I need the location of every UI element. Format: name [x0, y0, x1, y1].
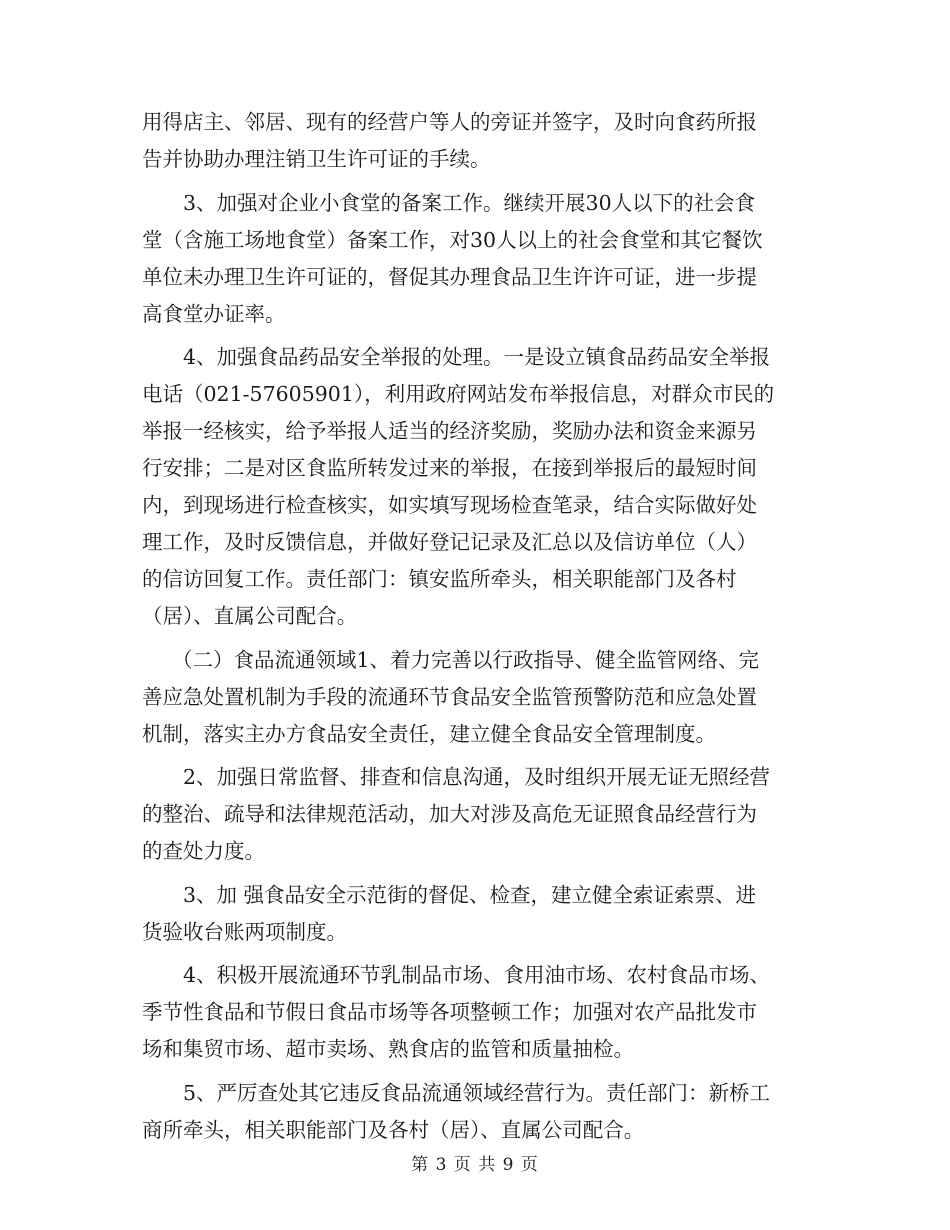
text-line: 2、加强日常监督、排查和信息沟通，及时组织开展无证无照经营	[183, 765, 771, 789]
text-line: 善应急处置机制为手段的流通环节食品安全监管预警防范和应急处置	[142, 684, 757, 709]
text-line: 3、加强对企业小食堂的备案工作。继续开展30人以下的社会食	[183, 190, 756, 215]
text-line: 理工作，及时反馈信息，并做好登记记录及汇总以及信访单位（人）	[142, 530, 757, 554]
text-line: 用得店主、邻居、现有的经营户等人的旁证并签字，及时向食药所报	[142, 110, 757, 134]
document-body	[142, 104, 822, 1149]
text-line: 4、加强食品药品安全举报的处理。一是设立镇食品药品安全举报	[183, 345, 771, 369]
text-line: （二）食品流通领域1、着力完善以行政指导、健全监管网络、完	[172, 647, 760, 672]
text-line: （居）、直属公司配合。	[142, 604, 358, 628]
text-line: 场和集贸市场、超市卖场、熟食店的监管和质量抽检。	[142, 1037, 634, 1061]
text-line: 季节性食品和节假日食品市场等各项整顿工作；加强对农产品批发市	[142, 1000, 757, 1024]
text-line: 货验收台账两项制度。	[142, 919, 347, 944]
text-line: 商所牵头，相关职能部门及各村（居）、直属公司配合。	[142, 1117, 645, 1142]
text-line: 行安排；二是对区食监所转发过来的举报，在接到举报后的最短时间	[142, 456, 757, 480]
text-line: 内，到现场进行检查核实，如实填写现场检查笔录，结合实际做好处	[142, 493, 757, 517]
text-line: 单位未办理卫生许可证的，督促其办理食品卫生许许可证，进一步提	[142, 264, 757, 289]
text-line: 的信访回复工作。责任部门：镇安监所牵头，相关职能部门及各村	[142, 567, 737, 591]
text-line: 的整治、疏导和法律规范活动，加大对涉及高危无证照食品经营行为	[142, 802, 757, 826]
text-line: 4、积极开展流通环节乳制品市场、食用油市场、农村食品市场、	[183, 963, 771, 987]
text-line: 3、加 强食品安全示范街的督促、检查，建立健全索证索票、进	[183, 882, 757, 907]
text-line: 举报一经核实，给予举报人适当的经济奖励，奖励办法和资金来源另	[142, 419, 757, 443]
text-line: 机制，落实主办方食品安全责任，建立健全食品安全管理制度。	[142, 721, 716, 746]
text-line: 电话（021-57605901），利用政府网站发布举报信息，对群众市民的	[142, 382, 775, 406]
text-line: 告并协助办理注销卫生许可证的手续。	[142, 147, 491, 171]
text-line: 5、严厉查处其它违反食品流通领域经营行为。责任部门：新桥工	[183, 1080, 771, 1105]
text-line: 的查处力度。	[142, 839, 265, 863]
page-footer: 第 3 页 共 9 页	[411, 1155, 539, 1175]
text-line: 高食堂办证率。	[142, 301, 286, 326]
text-line: 堂（含施工场地食堂）备案工作，对30人以上的社会食堂和其它餐饮	[142, 227, 763, 252]
